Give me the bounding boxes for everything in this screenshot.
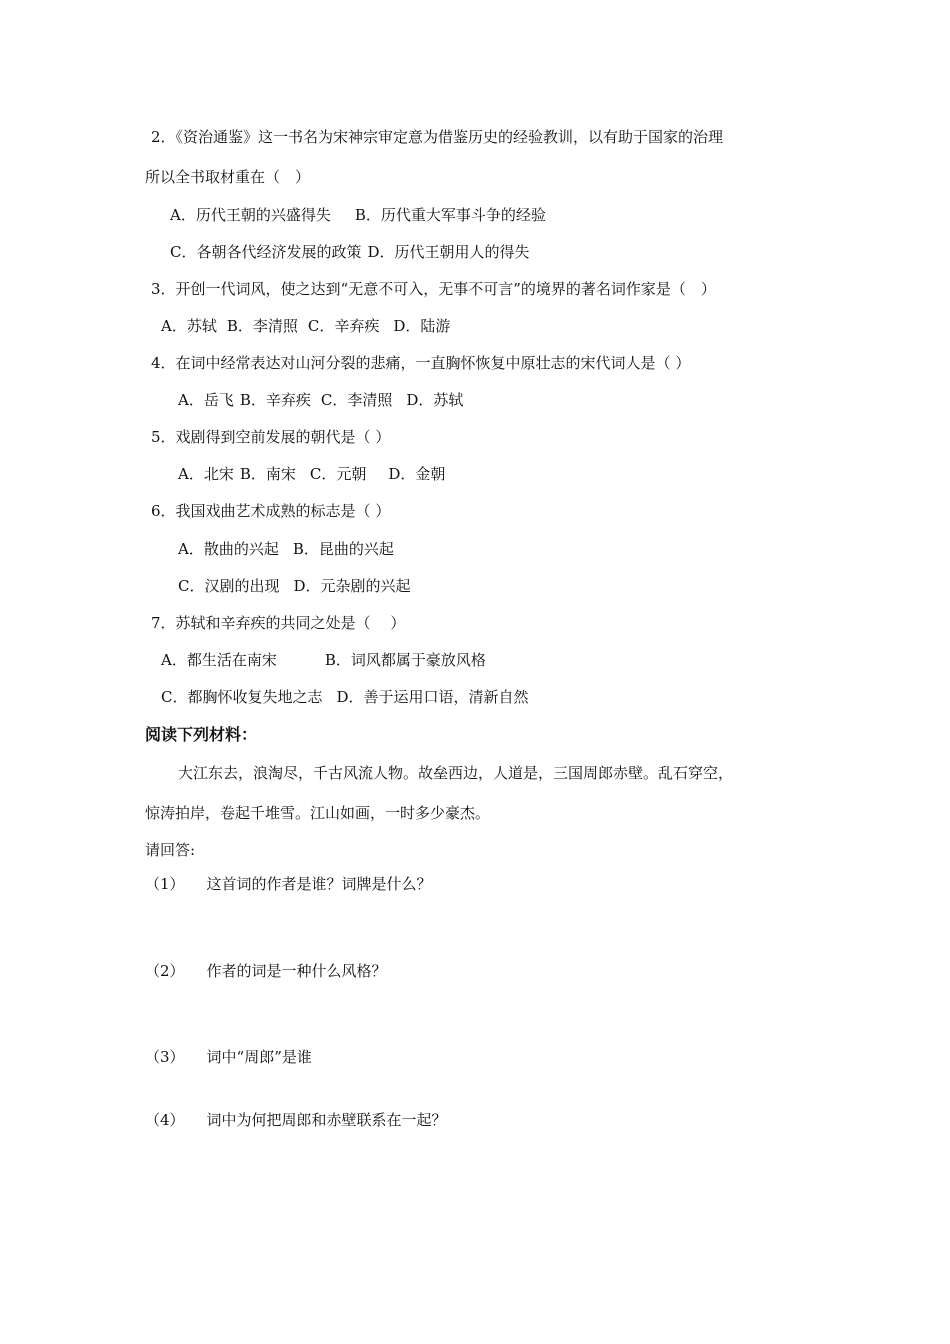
q3-option-c: C．辛弃疾 <box>307 317 380 335</box>
q2-option-c: C．各朝各代经济发展的政策 <box>170 243 362 261</box>
q5-option-c: C．元朝 <box>309 465 367 483</box>
q4-option-b: B．辛弃疾 <box>239 391 311 409</box>
reading-question-4 <box>145 1110 447 1130</box>
q3-option-b: B．李清照 <box>226 317 298 335</box>
q2-option-a: A．历代王朝的兴盛得失 <box>170 206 331 224</box>
q3-option-a: A．苏轼 <box>161 317 217 335</box>
q2-stem-line2: 所以全书取材重在（ ） <box>145 168 311 186</box>
q5-option-b: B．南宋 <box>239 465 296 483</box>
q2-options-row2 <box>170 242 530 262</box>
q7-stem: 7．苏轼和辛弃疾的共同之处是（ ） <box>151 614 406 632</box>
q6-stem: 6．我国戏曲艺术成熟的标志是（ ） <box>151 502 391 520</box>
q4-options <box>178 390 463 410</box>
question-text: 词中为何把周郎和赤壁联系在一起？ <box>206 1111 447 1129</box>
q6-option-b: B．昆曲的兴起 <box>292 540 394 558</box>
q7-options-row1 <box>161 650 486 670</box>
reading-question-3 <box>145 1047 312 1067</box>
q4-option-a: A．岳飞 <box>178 391 234 409</box>
q3-stem: 3．开创一代词风，使之达到“无意不可入，无事不可言”的境界的著名词作家是（ ） <box>151 280 716 298</box>
question-number: （4） <box>145 1111 185 1129</box>
q3-option-d: D．陆游 <box>393 317 451 335</box>
question-text: 这首词的作者是谁？词牌是什么？ <box>206 875 432 893</box>
reading-prompt: 请回答: <box>145 841 196 859</box>
q6-option-a: A．散曲的兴起 <box>178 540 279 558</box>
question-number: （1） <box>145 875 185 893</box>
q6-options-row2 <box>178 576 411 596</box>
reading-passage-line1: 大江东去，浪淘尽，千古风流人物。故垒西边，人道是，三国周郎赤壁。乱石穿空， <box>178 764 734 782</box>
reading-heading: 阅读下列材料： <box>145 725 258 744</box>
q6-options-row1 <box>178 539 394 559</box>
question-number: （2） <box>145 962 185 980</box>
q6-option-c: C．汉剧的出现 <box>178 577 280 595</box>
reading-question-1 <box>145 874 432 894</box>
q4-option-d: D．苏轼 <box>406 391 464 409</box>
q2-stem-line1: 2．《资治通鉴》这一书名为宋神宗审定意为借鉴历史的经验教训，以有助于国家的治理 <box>151 128 724 146</box>
q2-options-row1 <box>170 205 546 225</box>
q2-option-d: D．历代王朝用人的得失 <box>367 243 530 261</box>
q7-option-a: A．都生活在南宋 <box>161 651 277 669</box>
q5-options <box>178 464 445 484</box>
q2-option-b: B．历代重大军事斗争的经验 <box>354 206 546 224</box>
q7-option-b: B．词风都属于豪放风格 <box>324 651 486 669</box>
q7-option-d: D．善于运用口语，清新自然 <box>336 688 529 706</box>
reading-question-2 <box>145 961 387 981</box>
q5-stem: 5．戏剧得到空前发展的朝代是（ ） <box>151 428 391 446</box>
q7-options-row2 <box>161 687 529 707</box>
q5-option-a: A．北宋 <box>178 465 234 483</box>
reading-passage-line2: 惊涛拍岸，卷起千堆雪。江山如画，一时多少豪杰。 <box>145 804 491 822</box>
question-number: （3） <box>145 1048 185 1066</box>
q5-option-d: D．金朝 <box>388 465 446 483</box>
q4-option-c: C．李清照 <box>320 391 393 409</box>
question-text: 词中“周郎”是谁 <box>206 1048 312 1066</box>
q6-option-d: D．元杂剧的兴起 <box>293 577 411 595</box>
q4-stem: 4．在词中经常表达对山河分裂的悲痛，一直胸怀恢复中原壮志的宋代词人是（ ） <box>151 354 691 372</box>
q7-option-c: C．都胸怀收复失地之志 <box>161 688 323 706</box>
question-text: 作者的词是一种什么风格？ <box>206 962 387 980</box>
q3-options <box>161 316 450 336</box>
